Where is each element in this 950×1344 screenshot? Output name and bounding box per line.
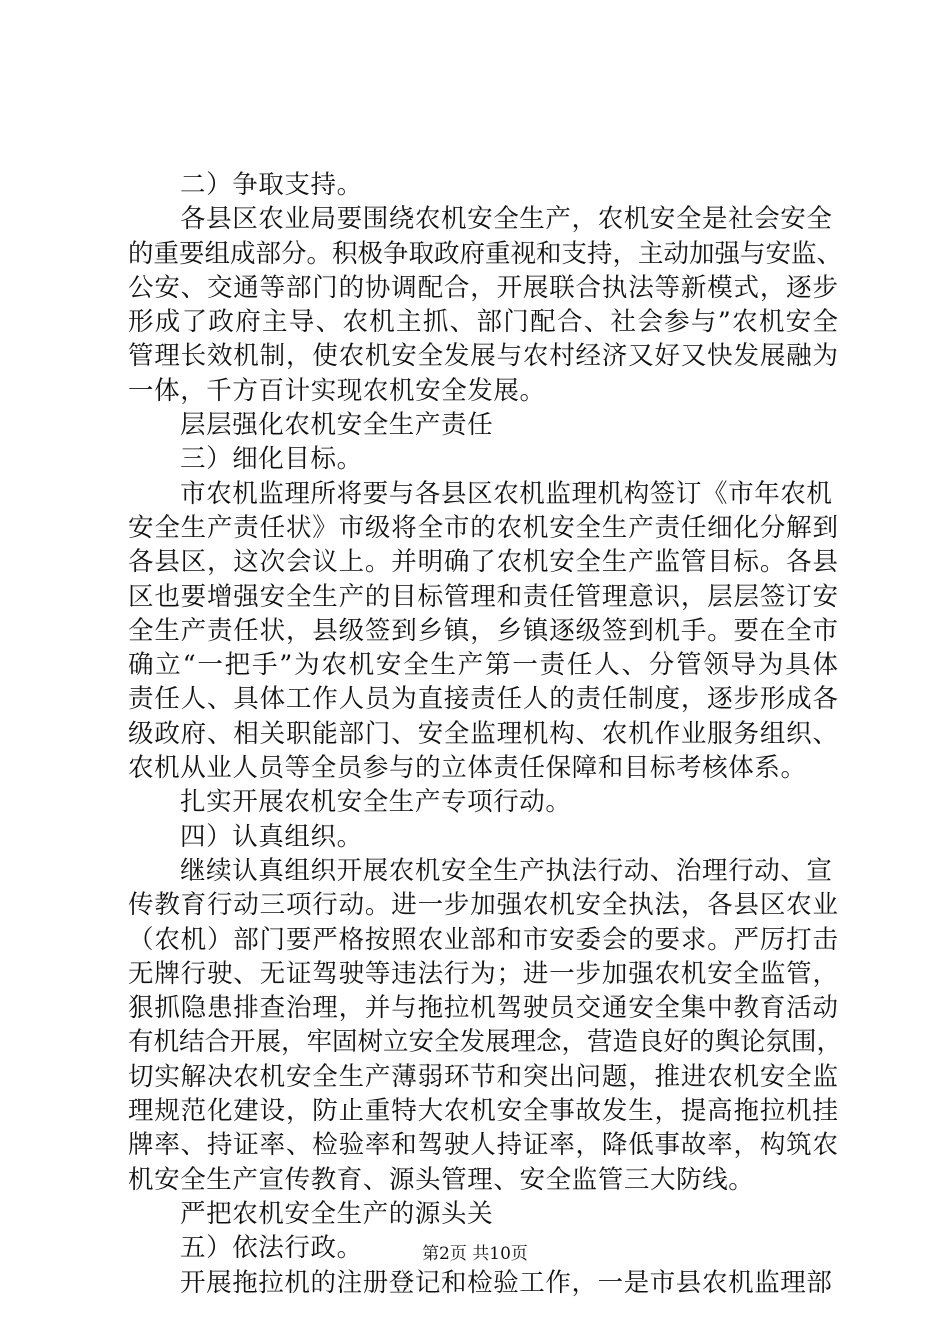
subsection-heading: 五）依法行政。 xyxy=(180,1233,363,1264)
text-line: 安全生产责任状》市级将全市的农机安全生产责任细化分解到 xyxy=(128,512,838,543)
text-line: 狠抓隐患排查治理，并与拖拉机驾驶员交通安全集中教育活动 xyxy=(128,993,838,1024)
text-line: 形成了政府主导、农机主抓、部门配合、社会参与”农机安全 xyxy=(128,307,838,338)
text-line: 市农机监理所将要与各县区农机监理机构签订《市年农机 xyxy=(180,478,833,509)
subsection-heading: 三）细化目标。 xyxy=(180,444,363,475)
text-line: 责任人、具体工作人员为直接责任人的责任制度，逐步形成各 xyxy=(128,684,838,715)
text-line: 各县区农业局要围绕农机安全生产，农机安全是社会安全 xyxy=(180,204,833,235)
text-line: 传教育行动三项行动。进一步加强农机安全执法，各县区农业 xyxy=(128,890,838,921)
text-line: （农机）部门要严格按照农业部和市安委会的要求。严厉打击 xyxy=(128,924,838,955)
text-line: 机安全生产宣传教育、源头管理、安全监管三大防线。 xyxy=(128,1164,755,1195)
page-number-footer: 第2页 共10页 xyxy=(422,1244,528,1264)
text-line: 无牌行驶、无证驾驶等违法行为；进一步加强农机安全监管， xyxy=(128,958,838,989)
text-line: 的重要组成部分。积极争取政府重视和支持，主动加强与安监、 xyxy=(128,238,843,269)
text-line: 牌率、持证率、检验率和驾驶人持证率，降低事故率，构筑农 xyxy=(128,1130,838,1161)
text-line: 切实解决农机安全生产薄弱环节和突出问题，推进农机安全监 xyxy=(128,1061,838,1092)
text-line: 继续认真组织开展农机安全生产执法行动、治理行动、宣 xyxy=(180,855,833,886)
text-line: 开展拖拉机的注册登记和检验工作，一是市县农机监理部 xyxy=(180,1267,833,1298)
text-line: 理规范化建设，防止重特大农机安全事故发生，提高拖拉机挂 xyxy=(128,1096,838,1127)
text-line: 各县区，这次会议上。并明确了农机安全生产监管目标。各县 xyxy=(128,547,838,578)
text-line: 有机结合开展，牢固树立安全发展理念，营造良好的舆论氛围， xyxy=(128,1027,843,1058)
text-line: 级政府、相关职能部门、安全监理机构、农机作业服务组织、 xyxy=(128,718,838,749)
section-heading: 层层强化农机安全生产责任 xyxy=(180,410,494,441)
subsection-heading: 四）认真组织。 xyxy=(180,821,363,852)
text-line: 农机从业人员等全员参与的立体责任保障和目标考核体系。 xyxy=(128,753,807,784)
text-line: 公安、交通等部门的协调配合，开展联合执法等新模式，逐步 xyxy=(128,272,838,303)
text-line: 确立“一把手”为农机安全生产第一责任人、分管领导为具体 xyxy=(128,650,838,681)
section-heading: 严把农机安全生产的源头关 xyxy=(180,1198,494,1229)
document-body xyxy=(128,168,843,1300)
text-line: 管理长效机制，使农机安全发展与农村经济又好又快发展融为 xyxy=(128,341,838,372)
section-heading: 扎实开展农机安全生产专项行动。 xyxy=(180,787,572,818)
text-line: 一体，千方百计实现农机安全发展。 xyxy=(128,375,546,406)
text-line: 区也要增强安全生产的目标管理和责任管理意识，层层签订安 xyxy=(128,581,838,612)
text-line: 二）争取支持。 xyxy=(180,170,363,200)
text-line: 全生产责任状，县级签到乡镇，乡镇逐级签到机手。要在全市 xyxy=(128,615,838,646)
